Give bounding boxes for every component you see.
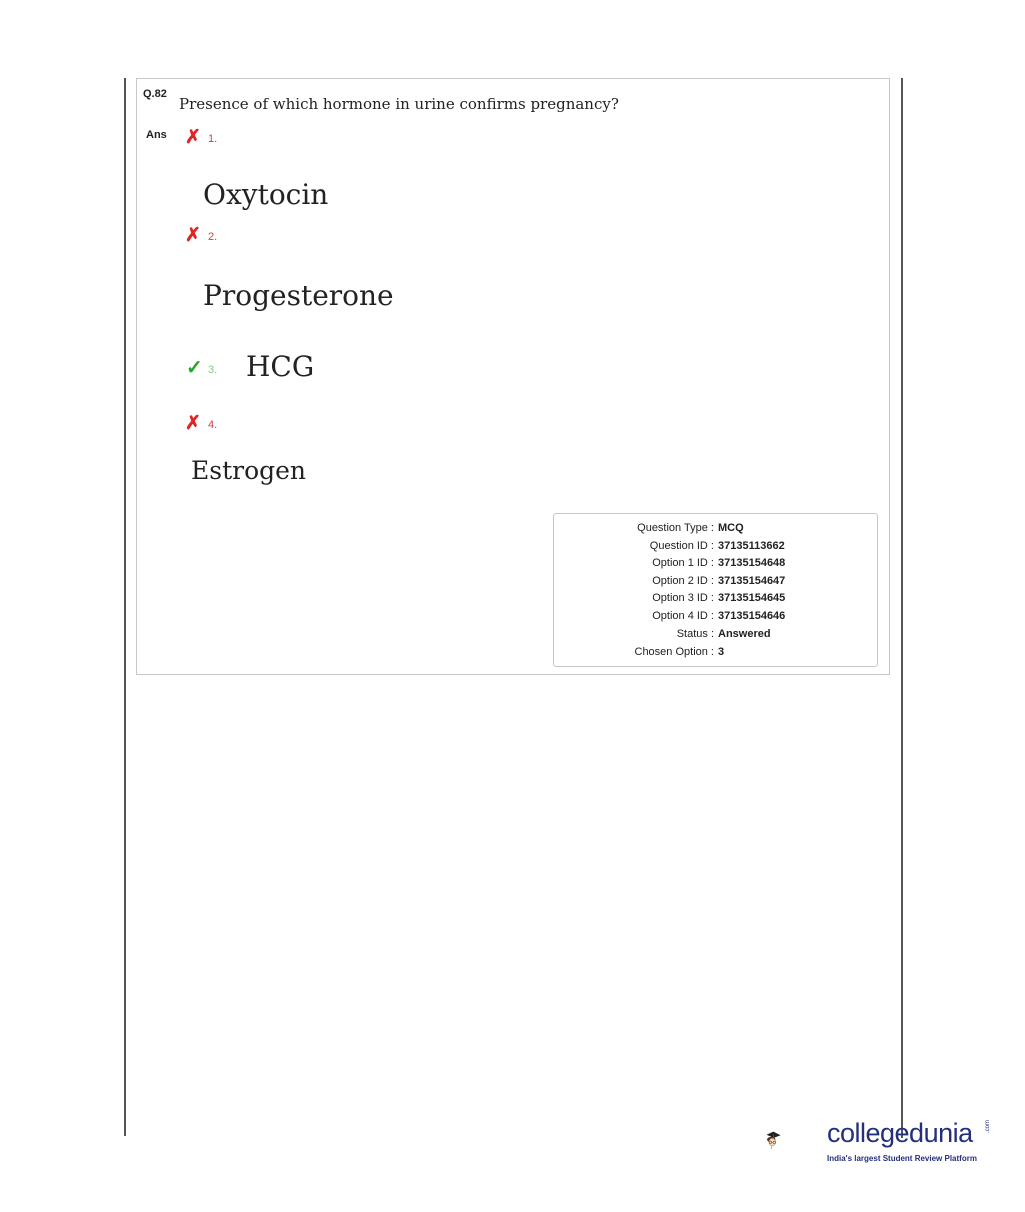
option-4-number: 4. — [208, 419, 218, 431]
info-option-1-id — [553, 555, 878, 571]
info-option-4-id — [553, 608, 878, 624]
option-4-text: Estrogen — [191, 456, 307, 485]
info-chosen-option — [553, 644, 878, 660]
info-question-type — [553, 520, 878, 536]
info-value: MCQ — [718, 522, 744, 534]
info-label: Question Type : — [637, 522, 714, 534]
option-3-number: 3. — [208, 364, 218, 376]
info-label: Option 1 ID : — [652, 557, 714, 569]
cross-mark-icon: ✗ — [185, 413, 201, 434]
cross-mark-icon: ✗ — [185, 127, 201, 148]
page-right-rule — [901, 78, 903, 1138]
option-1-number: 1. — [208, 133, 218, 145]
info-status — [553, 626, 878, 642]
info-value: 37135154645 — [718, 592, 786, 604]
info-option-2-id — [553, 573, 878, 589]
info-label: Chosen Option : — [634, 646, 714, 658]
info-value: Answered — [718, 628, 771, 640]
info-value: 37135154648 — [718, 557, 786, 569]
cross-mark-icon: ✗ — [185, 225, 201, 246]
brand-tagline: India's largest Student Review Platform — [827, 1154, 977, 1163]
option-2-text: Progesterone — [203, 279, 394, 312]
brand-suffix: .com — [985, 1119, 991, 1133]
info-value: 37135154646 — [718, 610, 786, 622]
info-label: Question ID : — [649, 540, 714, 552]
option-1-text: Oxytocin — [203, 178, 329, 211]
info-label: Option 3 ID : — [652, 592, 714, 604]
page-left-rule — [124, 78, 126, 1136]
info-value: 3 — [718, 646, 725, 658]
info-label: Option 4 ID : — [652, 610, 714, 622]
answer-label: Ans — [146, 129, 167, 141]
collegedunia-mascot-icon — [766, 1104, 826, 1176]
option-3-text: HCG — [246, 350, 315, 383]
info-value: 37135113662 — [718, 540, 785, 552]
brand-name: collegedunia — [827, 1118, 973, 1148]
info-value: 37135154647 — [718, 575, 786, 587]
question-text: Presence of which hormone in urine confirms pregnancy? — [179, 95, 619, 113]
option-2-number: 2. — [208, 231, 218, 243]
info-label: Status : — [676, 628, 714, 640]
check-mark-icon: ✓ — [186, 357, 203, 379]
info-label: Option 2 ID : — [652, 575, 714, 587]
info-option-3-id — [553, 590, 878, 606]
question-number: Q.82 — [143, 88, 167, 100]
info-question-id — [553, 538, 878, 554]
